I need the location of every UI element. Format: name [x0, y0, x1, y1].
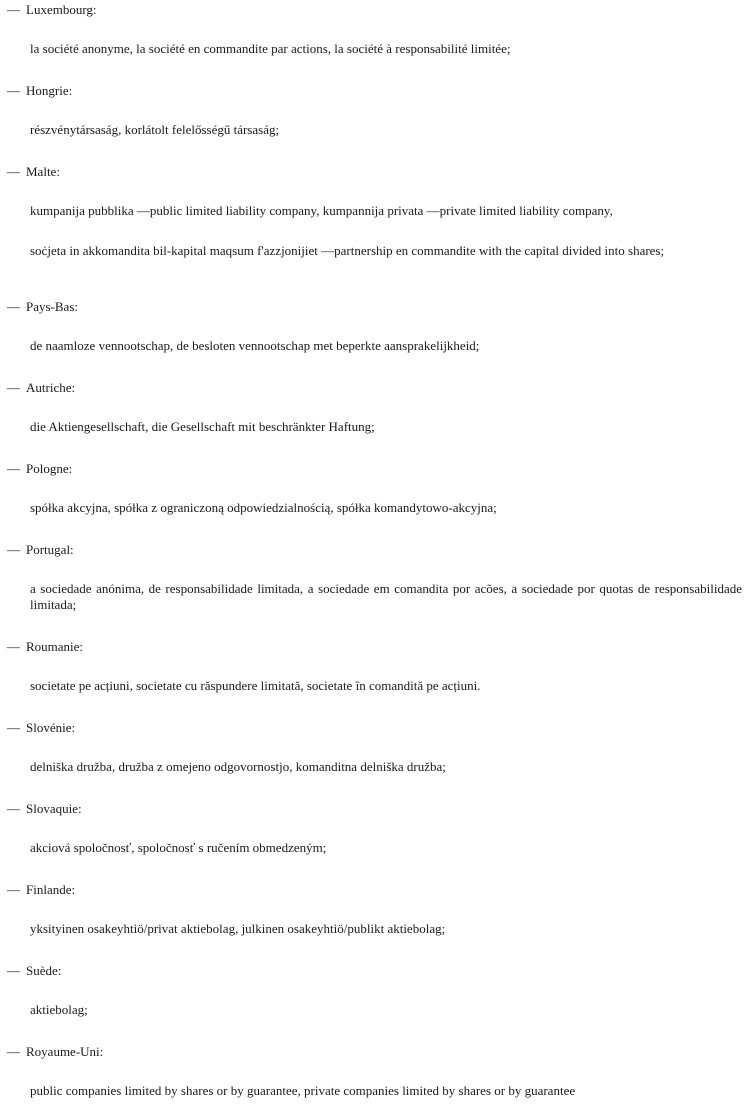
- forms-text: a sociedade anónima, de responsabilidade limitada, a sociedade em comandita por acões, a sociedade por quotas de responsabilidade limitada;: [30, 581, 742, 612]
- forms-text: akciová spoločnosť, spoločnosť s ručením obmedzeným;: [30, 840, 327, 855]
- forms-text: societate pe acțiuni, societate cu răspundere limitată, societate în comandită pe acțiuni.: [30, 678, 481, 693]
- country-name: Malte:: [26, 164, 60, 179]
- dash: —: [7, 882, 20, 897]
- dash: —: [7, 380, 20, 395]
- country-name: Luxembourg:: [26, 2, 97, 17]
- forms-text: részvénytársaság, korlátolt felelősségű társaság;: [30, 122, 280, 137]
- company-forms: [30, 338, 742, 354]
- country-name: Slovaquie:: [26, 801, 82, 816]
- company-forms: [30, 759, 742, 775]
- company-forms: [30, 203, 742, 259]
- dash: —: [7, 83, 20, 98]
- forms-text: aktiebolag;: [30, 1002, 88, 1017]
- forms-text: delniška družba, družba z omejeno odgovornostjo, komanditna delniška družba;: [30, 759, 446, 774]
- company-forms: [30, 840, 742, 856]
- company-forms: [30, 500, 742, 516]
- country-heading: [7, 299, 78, 315]
- dash: —: [7, 639, 20, 654]
- dash: —: [7, 801, 20, 816]
- dash: —: [7, 299, 20, 314]
- dash: —: [7, 542, 20, 557]
- forms-text: kumpanija pubblika —public limited liability company, kumpannija privata —private limited liability company,: [30, 203, 613, 218]
- company-forms: [30, 678, 742, 694]
- country-heading: [7, 461, 72, 477]
- country-name: Royaume-Uni:: [26, 1044, 104, 1059]
- dash: —: [7, 164, 20, 179]
- dash: —: [7, 2, 20, 17]
- country-name: Pologne:: [26, 461, 73, 476]
- forms-text: de naamloze vennootschap, de besloten vennootschap met beperkte aansprakelijkheid;: [30, 338, 480, 353]
- dash: —: [7, 461, 20, 476]
- country-heading: [7, 882, 75, 898]
- forms-text: spółka akcyjna, spółka z ograniczoną odpowiedzialnością, spółka komandytowo-akcyjna;: [30, 500, 497, 515]
- country-name: Hongrie:: [26, 83, 73, 98]
- company-forms: [30, 41, 742, 57]
- dash: —: [7, 963, 20, 978]
- dash: —: [7, 1044, 20, 1059]
- country-name: Autriche:: [26, 380, 76, 395]
- company-forms: [30, 122, 742, 138]
- country-name: Finlande:: [26, 882, 76, 897]
- country-heading: [7, 1044, 103, 1060]
- country-heading: [7, 380, 75, 396]
- forms-text: yksityinen osakeyhtiö/privat aktiebolag, julkinen osakeyhtiö/publikt aktiebolag;: [30, 921, 446, 936]
- company-forms: [30, 921, 742, 937]
- country-name: Roumanie:: [26, 639, 84, 654]
- country-heading: [7, 542, 74, 558]
- forms-text: die Aktiengesellschaft, die Gesellschaft mit beschränkter Haftung;: [30, 419, 375, 434]
- country-name: Suède:: [26, 963, 62, 978]
- country-heading: [7, 720, 75, 736]
- forms-text: public companies limited by shares or by guarantee, private companies limited by shares or by guarantee: [30, 1083, 576, 1098]
- country-name: Slovénie:: [26, 720, 76, 735]
- country-heading: [7, 2, 97, 18]
- company-forms: [30, 581, 742, 613]
- company-forms: [30, 419, 742, 435]
- dash: —: [7, 720, 20, 735]
- country-heading: [7, 963, 61, 979]
- company-forms: [30, 1083, 742, 1099]
- country-name: Pays-Bas:: [26, 299, 78, 314]
- country-heading: [7, 83, 72, 99]
- company-forms: [30, 1002, 742, 1018]
- country-name: Portugal:: [26, 542, 74, 557]
- country-heading: [7, 639, 83, 655]
- country-heading: [7, 801, 82, 817]
- forms-text: soċjeta in akkomandita bil-kapital maqsum f'azzjonijiet —partnership en commandite with the capital divided into shares;: [30, 243, 665, 258]
- forms-text: la société anonyme, la société en commandite par actions, la société à responsabilité limitée;: [30, 41, 511, 56]
- country-heading: [7, 164, 60, 180]
